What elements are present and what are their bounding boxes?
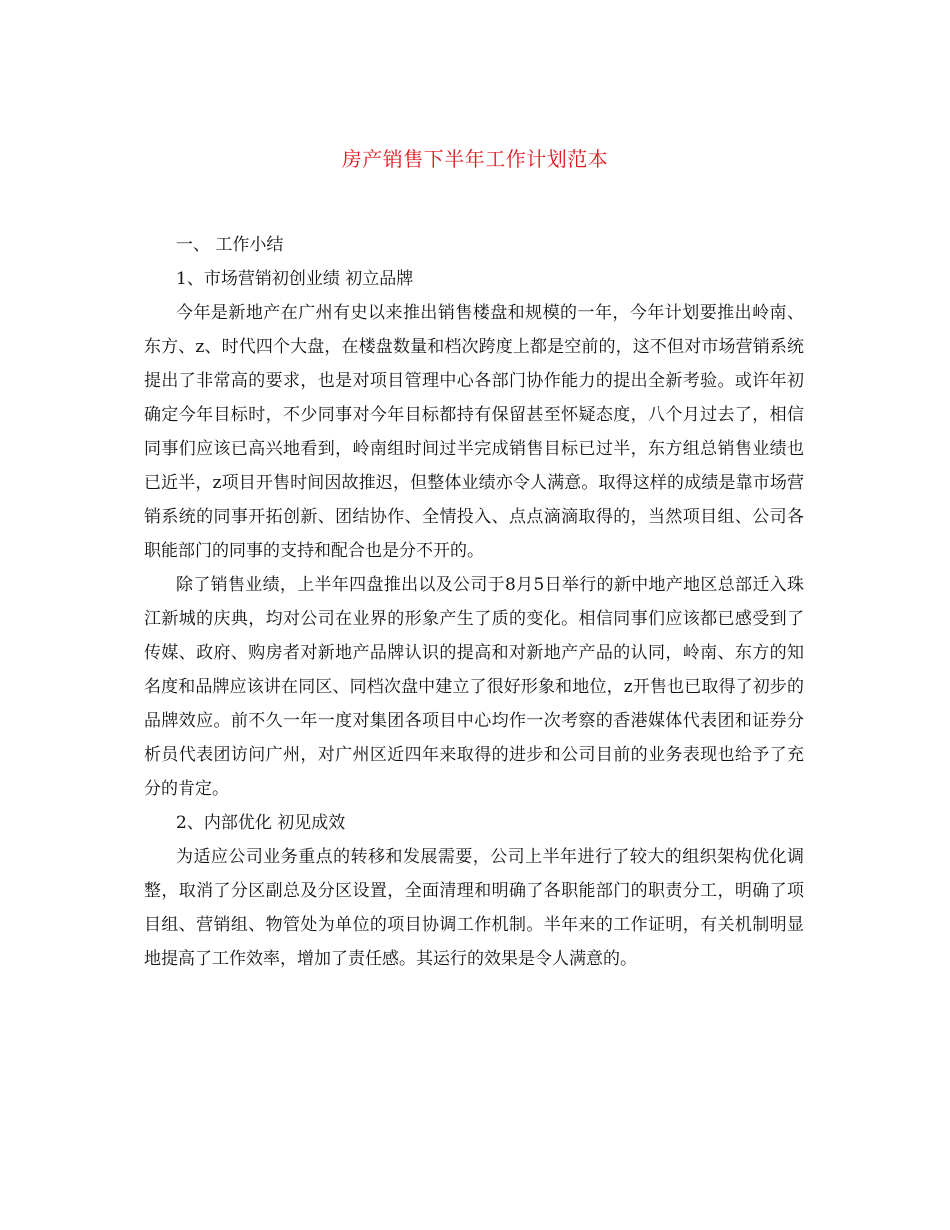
paragraph-brand-image: 除了销售业绩，上半年四盘推出以及公司于8月5日举行的新中地产地区总部迁入珠江新城的庆典，均对公司在业界的形象产生了质的变化。相信同事们应该都已感受到了传媒、政府、购房者对新地产品牌认识的提高和对新地产产品的认同，岭南、东方的知名度和品牌应该讲在同区、同档次盘中建立了很好形象和地位，z开售也已取得了初步的品牌效应。前不久一年一度对集团各项目中心均作一次考察的香港媒体代表团和证券分析员代表团访问广州，对广州区近四年来取得的进步和公司目前的业务表现也给予了充分的肯定。 (144, 575, 804, 799)
section-heading-work-summary: 一、 工作小结 (176, 235, 284, 255)
document-body (144, 228, 804, 976)
subsection-heading-marketing: 1、市场营销初创业绩 初立品牌 (176, 269, 414, 289)
paragraph-organization-adjustment: 为适应公司业务重点的转移和发展需要，公司上半年进行了较大的组织架构优化调整，取消了分区副总及分区设置，全面清理和明确了各职能部门的职责分工，明确了项目组、营销组、物管处为单位的项目协调工作机制。半年来的工作证明，有关机制明显地提高了工作效率，增加了责任感。其运行的效果是令人满意的。 (144, 847, 804, 969)
subsection-heading-internal-optimization: 2、内部优化 初见成效 (176, 813, 346, 833)
paragraph-sales-performance: 今年是新地产在广州有史以来推出销售楼盘和规模的一年，今年计划要推出岭南、东方、z、时代四个大盘，在楼盘数量和档次跨度上都是空前的，这不但对市场营销系统提出了非常高的要求，也是对项目管理中心各部门协作能力的提出全新考验。或许年初确定今年目标时，不少同事对今年目标都持有保留甚至怀疑态度，八个月过去了，相信同事们应该已高兴地看到，岭南组时间过半完成销售目标已过半，东方组总销售业绩也已近半，z项目开售时间因故推迟，但整体业绩亦令人满意。取得这样的成绩是靠市场营销系统的同事开拓创新、团结协作、全情投入、点点滴滴取得的，当然项目组、公司各职能部门的同事的支持和配合也是分不开的。 (144, 303, 804, 561)
document-title: 房产销售下半年工作计划范本 (341, 147, 609, 171)
